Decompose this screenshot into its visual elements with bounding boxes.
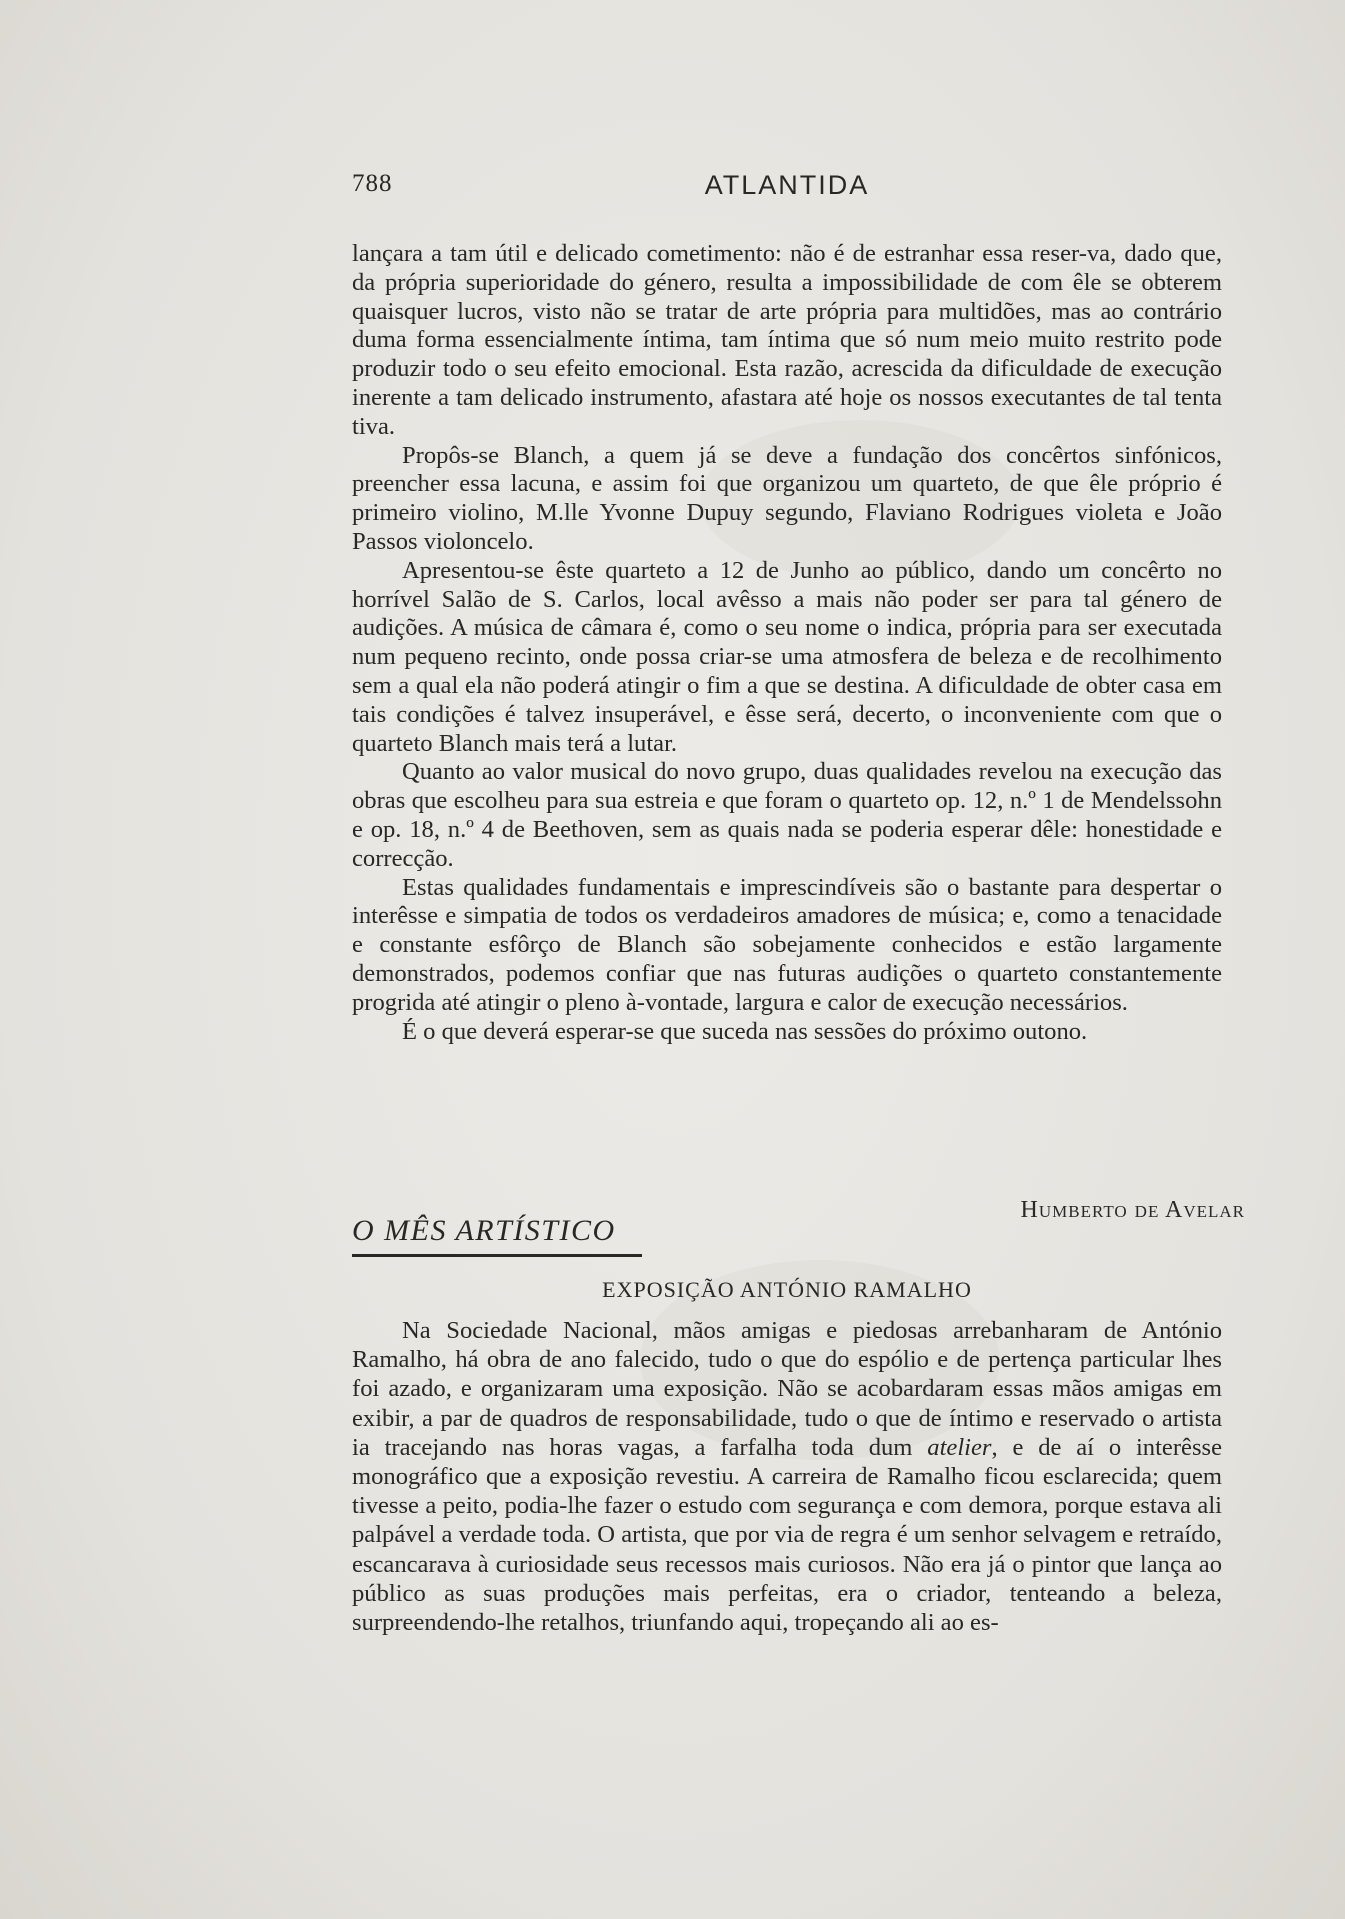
paragraph: lançara a tam útil e delicado cometimento: não é de estranhar essa reser-va, dado que, da própria superioridade do género, resulta a impossibilidade de com êle se obterem quaisquer lucros, visto não se tratar de arte própria para multidões, mas ao contrário duma forma essencialmente íntima, tam íntima que só num meio muito restrito pode produzir todo o seu efeito emocional. Esta razão, acrescida da dificuldade de execução inerente a tam delicado instrumento, afastara até hoje os nossos executantes de tal tenta tiva. <box>352 240 1222 440</box>
running-head <box>352 170 1222 210</box>
paragraph: Apresentou-se êste quarteto a 12 de Junho ao público, dando um concêrto no horrível Salão de S. Carlos, local avêsso a mais não poder ser para tal género de audições. A música de câmara é, como o seu nome o indica, própria para ser executada num pequeno recinto, onde possa criar-se uma atmosfera de beleza e de recolhimento sem a qual ela não poderá atingir o fim a que se destina. A dificuldade de obter casa em tais condições é talvez insuperável, e êsse será, decerto, o inconveniente com que o quarteto Blanch mais terá a lutar. <box>352 556 1222 757</box>
paragraph <box>352 1316 1222 1637</box>
journal-title: ATLANTIDA <box>704 170 870 200</box>
section-heading: O MÊS ARTÍSTICO <box>352 1214 642 1257</box>
author-signature: Humberto de Avelar <box>1020 1197 1245 1223</box>
emphasized-word: atelier <box>927 1433 992 1461</box>
paragraph-text: Na Sociedade Nacional, mãos amigas e piedosas arrebanharam de António Ramalho, há obra de ano falecido, tudo o que do espólio e de pertença particular lhes foi azado, e organizaram uma exposição. Não se acobardaram essas mãos amigas em exibir, a par de quadros de responsabilidade, tudo o que de íntimo e reservado o artista ia tracejando nas horas vagas, a farfalha toda dum <box>352 1317 1222 1461</box>
page-number: 788 <box>352 170 393 197</box>
article-title: EXPOSIÇÃO ANTÓNIO RAMALHO <box>602 1277 972 1302</box>
paragraph-text: , e de aí o interêsse monográfico que a exposição revestiu. A carreira de Ramalho ficou esclarecida; quem tivesse a peito, podia-lhe fazer o estudo com segurança e com demora, porque estava ali palpável a verdade toda. O artista, que por via de regra é um senhor selvagem e retraído, escancarava à curiosidade seus recessos mais curiosos. Não era já o pintor que lança ao público as suas produções mais perfeitas, era o criador, tenteando a beleza, surpreendendo-lhe retalhos, triunfando aqui, tropeçando ali ao es- <box>352 1433 1223 1637</box>
article-body-2 <box>352 1316 1222 1637</box>
paragraph: Quanto ao valor musical do novo grupo, duas qualidades revelou na execução das obras que escolheu para sua estreia e que foram o quarteto op. 12, n.º 1 de Mendelssohn e op. 18, n.º 4 de Beethoven, sem as quais nada se poderia esperar dêle: honestidade e correcção. <box>352 758 1222 872</box>
paragraph: Propôs-se Blanch, a quem já se deve a fundação dos concêrtos sinfónicos, preencher essa lacuna, e assim foi que organizou um quarteto, de que êle próprio é primeiro violino, M.lle Yvonne Dupuy segundo, Flaviano Rodrigues violeta e João Passos violoncelo. <box>352 441 1222 555</box>
paragraph: É o que deverá esperar-se que suceda nas sessões do próximo outono. <box>402 1017 1088 1045</box>
article-body <box>352 240 1222 1046</box>
paragraph: Estas qualidades fundamentais e imprescindíveis são o bastante para despertar o interêsse e simpatia de todos os verdadeiros amadores de música; e, como a tenacidade e constante esfôrço de Blanch são sobejamente conhecidos e estão largamente demonstrados, podemos confiar que nas futuras audições o quarteto constantemente progrida até atingir o pleno à-vontade, largura e calor de execução necessários. <box>352 873 1222 1016</box>
